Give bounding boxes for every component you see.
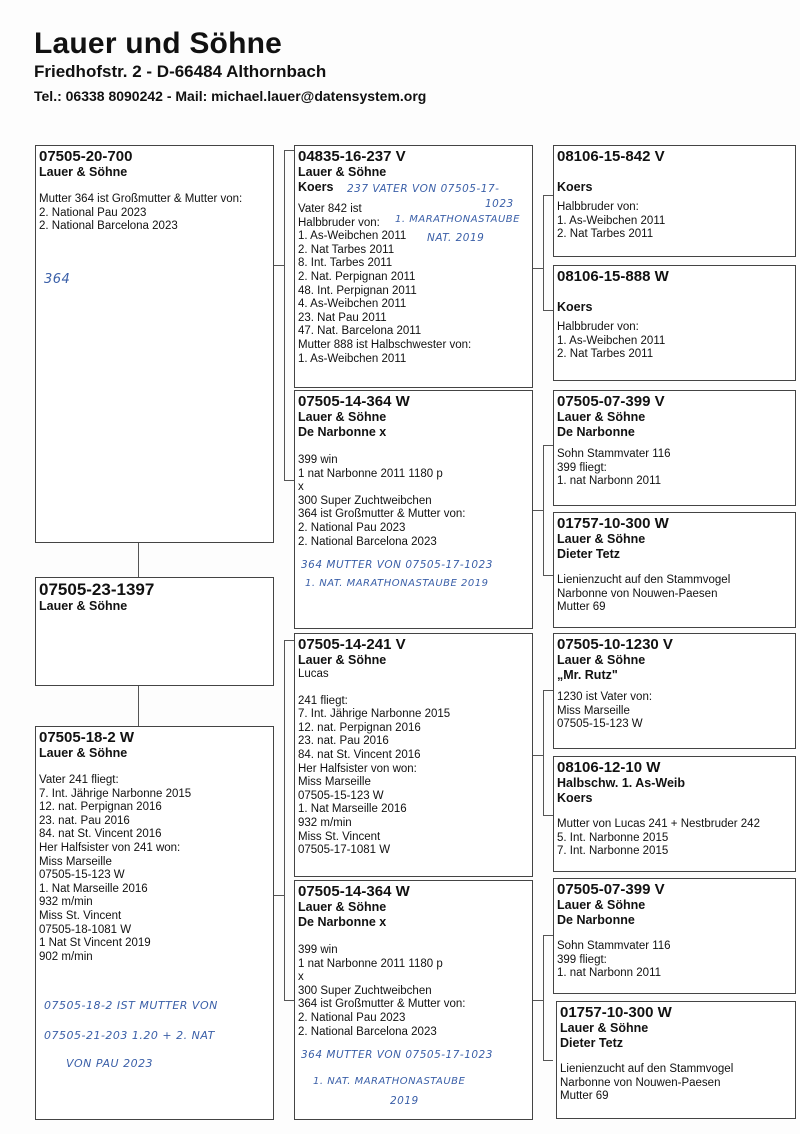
pedigree-mother [35,726,274,1120]
connector-mother [284,640,285,1000]
info-line: 07505-15-123 W [298,789,384,802]
strain-line: Dieter Tetz [560,1036,623,1050]
handwritten-note: 1. NAT. MARATHONASTAUBE [313,1076,466,1087]
connector-gen3 [543,195,553,196]
info-line: 902 m/min [39,950,93,963]
info-line: Lienienzucht auf den Stammvogel [557,574,731,586]
info-line: 1 nat Narbonne 2011 1180 p [298,957,443,970]
info-line: 300 Super Zuchtweibchen [298,984,432,997]
breeder-line: Lauer & Söhne [298,165,387,179]
info-line: 300 Super Zuchtweibchen [298,494,432,507]
handwritten-note: 1023 [485,198,514,210]
breeder-line: Lauer & Söhne [557,898,646,912]
ring-number: 07505-07-399 V [557,881,665,898]
breeder-line: Lauer & Söhne [39,599,128,613]
connector-gen3 [543,310,553,311]
info-line: 1. nat Narbonn 2011 [557,967,662,980]
info-line: 2. Nat Tarbes 2011 [298,243,395,256]
info-line: 47. Nat. Barcelona 2011 [298,325,422,338]
info-line: Miss St. Vincent [39,909,122,922]
info-line: Miss Marseille [557,704,630,717]
breeder-line [557,285,792,300]
ring-number: 07505-14-241 V [298,636,406,653]
info-line: 2. National Barcelona 2023 [298,535,437,548]
connector-gen3 [533,510,543,511]
breeder-line: Lauer & Söhne [39,165,128,179]
info-line: 1 nat Narbonne 2011 1180 p [298,467,443,480]
info-line: 2. National Barcelona 2023 [39,220,178,233]
info-line: 2. Nat Tarbes 2011 [557,348,654,361]
info-line: 84. nat St. Vincent 2016 [298,748,421,761]
info-line: Lienienzucht auf den Stammvogel [560,1063,734,1075]
strain-line: Koers [298,180,334,194]
breeder-contact: Tel.: 06338 8090242 - Mail: michael.lauer@datensystem.org [34,88,427,104]
info-line: Sohn Stammvater 116 [557,940,671,952]
info-line: 364 ist Großmutter & Mutter von: [298,998,466,1011]
ring-number: 07505-14-364 W [298,393,410,410]
pedigree-gen3-box [556,1001,796,1119]
connector-gen3 [543,690,544,815]
info-line: 07505-15-123 W [39,869,125,882]
connector-mother [274,895,284,896]
info-line: Vater 241 fliegt: [39,774,119,786]
info-line: 12. nat. Perpignan 2016 [298,721,421,734]
breeder-address: Friedhofstr. 2 - D-66484 Althornbach [34,62,327,81]
pedigree-gen3-box [553,878,796,994]
strain-line: Koers [557,791,593,805]
info-line: 23. nat. Pau 2016 [298,735,389,748]
connector-gen3 [543,445,553,446]
pedigree-mother-father [294,633,533,877]
connector-gen3 [543,575,553,576]
info-line: Sohn Stammvater 116 [557,448,671,460]
pedigree-gen3-box [553,633,796,749]
info-line: Narbonne von Nouwen-Paesen [557,587,718,600]
info-line: Mutter 364 ist Großmutter & Mutter von: [39,193,243,205]
info-line: x [298,971,304,984]
breeder-line: Lauer & Söhne [298,410,387,424]
pedigree-father-father [294,145,533,388]
breeder-line: Lauer & Söhne [39,746,128,760]
connector-gen3 [543,815,553,816]
name-line: Lucas [298,668,329,680]
breeder-line: Lauer & Söhne [557,410,646,424]
connector-gen3 [533,268,543,269]
ring-number: 08106-15-888 W [557,268,669,285]
ring-number: 01757-10-300 W [560,1004,672,1021]
connector-father [284,480,294,481]
info-line: 2. National Pau 2023 [39,206,147,219]
connector-father [274,265,284,266]
info-line: 399 fliegt: [557,461,607,474]
info-line: Mutter von Lucas 241 + Nestbruder 242 [557,818,760,830]
strain-line: Dieter Tetz [557,547,620,561]
connector-gen3 [543,935,553,936]
info-line: 2. National Pau 2023 [298,1011,406,1024]
info-line: 2. National Pau 2023 [298,521,406,534]
info-line: 12. nat. Perpignan 2016 [39,801,162,814]
pedigree-mother-mother [294,880,533,1120]
strain-line: „Mr. Rutz" [557,668,618,682]
breeder-line: Lauer & Söhne [298,900,387,914]
info-line [298,682,529,695]
connector-main-vertical [138,543,139,577]
info-line: 399 fliegt: [557,953,607,966]
breeder-line: Lauer & Söhne [557,653,646,667]
pedigree-gen3-box [553,756,796,872]
connector-gen3 [543,1060,553,1061]
info-line: Narbonne von Nouwen-Paesen [560,1076,721,1089]
info-line: 2. Nat. Perpignan 2011 [298,270,416,283]
handwritten-note: 2019 [390,1095,419,1107]
strain-line: Koers [557,300,593,314]
connector-gen3 [533,1000,543,1001]
info-line: Mutter 69 [560,1090,609,1103]
strain-line: Koers [557,180,593,194]
info-line: Miss Marseille [298,776,371,789]
info-line: 1. As-Weibchen 2011 [298,230,407,243]
ring-number: 07505-14-364 W [298,883,410,900]
pedigree-father-mother [294,390,533,629]
connector-gen3 [543,690,553,691]
ring-number: 07505-18-2 W [39,729,135,746]
info-line: 1. Nat Marseille 2016 [298,803,407,816]
info-line: 1 Nat St Vincent 2019 [39,937,151,950]
strain-line: De Narbonne x [298,915,387,929]
pedigree-gen3-box [553,145,796,257]
info-line: 1. As-Weibchen 2011 [557,214,666,227]
info-line: 07505-15-123 W [557,718,643,731]
handwritten-note: 237 VATER VON 07505-17- [347,183,500,195]
info-line: 5. Int. Narbonne 2015 [557,831,669,844]
connector-gen3 [533,755,543,756]
ring-number: 08106-12-10 W [557,759,661,776]
connector-mother [284,1000,294,1001]
strain-line: De Narbonne [557,913,635,927]
connector-gen3 [543,445,544,575]
info-line: Mutter 69 [557,601,606,614]
breeder-line: Lauer & Söhne [560,1021,649,1035]
handwritten-note: 364 MUTTER VON 07505-17-1023 [301,559,493,571]
breeder-header [34,28,426,105]
breeder-line: Halbschw. 1. As-Weib [557,776,686,790]
connector-father [284,150,285,480]
ring-number: 08106-15-842 V [557,148,665,165]
ring-number: 07505-07-399 V [557,393,665,410]
info-line: 8. Int. Tarbes 2011 [298,257,393,270]
strain-line: De Narbonne x [298,425,387,439]
handwritten-note: 364 [44,272,71,287]
ring-number: 07505-23-1397 [39,580,155,599]
handwritten-note: 364 MUTTER VON 07505-17-1023 [301,1049,493,1061]
handwritten-note: VON PAU 2023 [66,1057,154,1070]
info-line: 07505-17-1081 W [298,844,391,857]
info-line: 7. Int. Jährige Narbonne 2015 [298,708,451,721]
info-line: 23. nat. Pau 2016 [39,814,130,827]
info-line: 1. nat Narbonn 2011 [557,475,662,488]
handwritten-note: 1. MARATHONASTAUBE [395,214,520,225]
connector-mother [284,640,294,641]
ring-number: 04835-16-237 V [298,148,406,165]
pedigree-gen3-box [553,390,796,506]
info-line: 1. As-Weibchen 2011 [557,334,666,347]
info-line: 241 fliegt: [298,694,348,707]
info-line: 364 ist Großmutter & Mutter von: [298,508,466,521]
info-line: 1230 ist Vater von: [557,691,653,703]
info-line: 2. Nat Tarbes 2011 [557,228,654,241]
info-line: 932 m/min [39,896,93,909]
info-line: 399 win [298,454,338,466]
connector-gen3 [543,195,544,310]
breeder-line [557,165,792,180]
handwritten-note: 07505-21-203 1.20 + 2. NAT [44,1029,215,1042]
breeder-line: Lauer & Söhne [298,653,387,667]
connector-main-vertical [138,686,139,726]
pedigree-gen3-box [553,265,796,381]
pedigree-main-pigeon [35,577,274,686]
ring-number: 07505-10-1230 V [557,636,673,653]
info-line: Mutter 888 ist Halbschwester von: [298,338,472,351]
info-line: Miss St. Vincent [298,830,381,843]
info-line: 7. Int. Narbonne 2015 [557,845,669,858]
breeder-line: Lauer & Söhne [557,532,646,546]
info-line: Miss Marseille [39,855,112,868]
info-line: Halbbruder von: [557,321,639,333]
info-line: 7. Int. Jährige Narbonne 2015 [39,787,192,800]
handwritten-note: 07505-18-2 IST MUTTER VON [44,999,218,1012]
info-line: 1. Nat Marseille 2016 [39,882,148,895]
info-line: Vater 842 ist [298,203,362,215]
info-line: 48. Int. Perpignan 2011 [298,284,417,297]
info-line: Her Halfsister von 241 won: [39,841,181,854]
info-line: 84. nat St. Vincent 2016 [39,828,162,841]
info-line: x [298,481,304,494]
info-line: 4. As-Weibchen 2011 [298,298,407,311]
info-line: Halbbruder von: [557,201,639,213]
info-line: 932 m/min [298,816,352,829]
info-line: 23. Nat Pau 2011 [298,311,387,324]
connector-father [284,150,294,151]
pedigree-gen3-box [553,512,796,628]
ring-number: 07505-20-700 [39,148,133,165]
ring-number: 01757-10-300 W [557,515,669,532]
info-line: Her Halfsister von won: [298,762,417,775]
info-line: 07505-18-1081 W [39,923,132,936]
info-line: 2. National Barcelona 2023 [298,1025,437,1038]
connector-gen3 [543,935,544,1060]
info-line: Halbbruder von: [298,216,380,229]
handwritten-note: 1. NAT. MARATHONASTAUBE 2019 [305,578,489,589]
breeder-name: Lauer und Söhne [34,27,283,60]
info-line: 399 win [298,944,338,956]
pedigree-father [35,145,274,543]
info-line: 1. As-Weibchen 2011 [298,352,407,365]
handwritten-note: NAT. 2019 [427,232,485,244]
strain-line: De Narbonne [557,425,635,439]
